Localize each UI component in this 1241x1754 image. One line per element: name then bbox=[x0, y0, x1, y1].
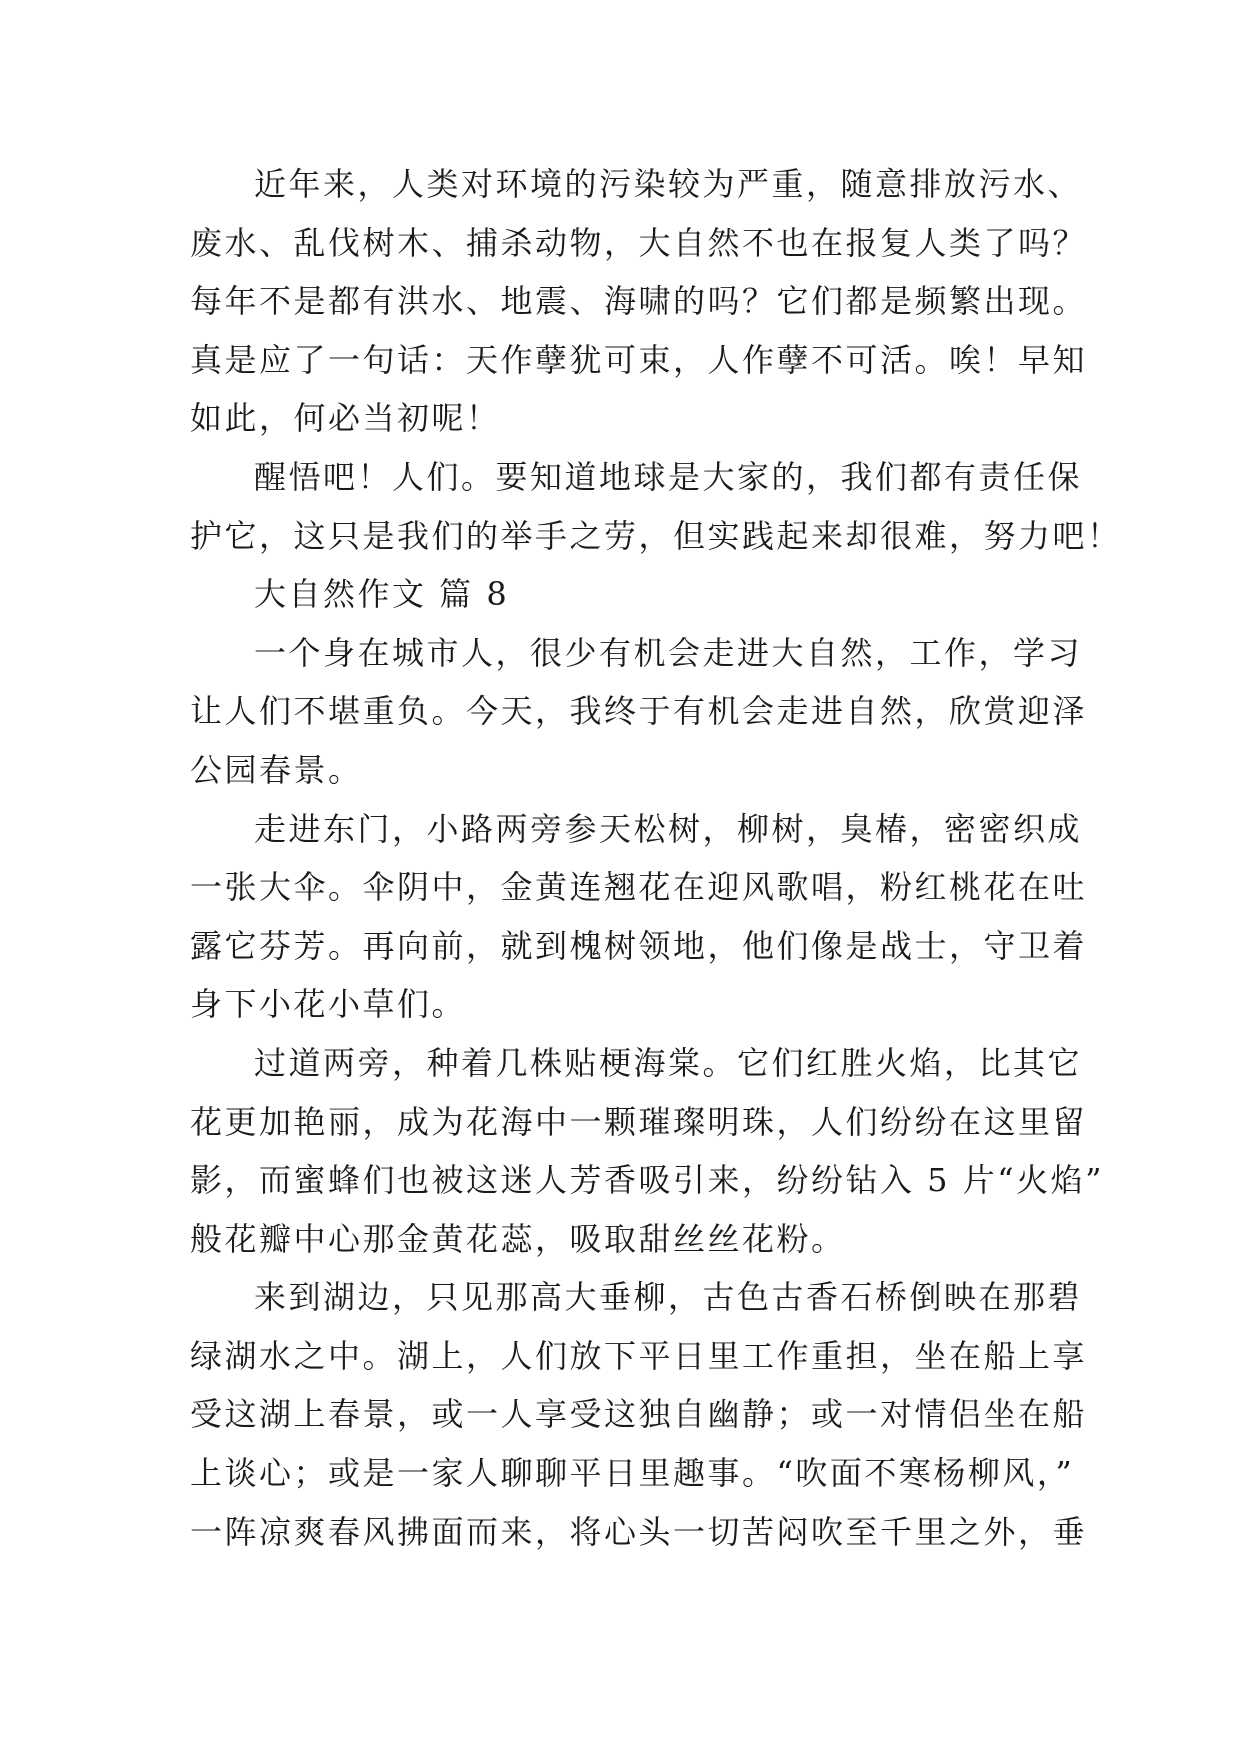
text-line: 醒悟吧！人们。要知道地球是大家的，我们都有责任保 bbox=[254, 457, 1083, 496]
text-line: 上谈心；或是一家人聊聊平日里趣事。“吹面不寒杨柳风，” bbox=[190, 1454, 1075, 1493]
text-line: 如此，何必当初呢！ bbox=[190, 399, 501, 438]
text-line: 每年不是都有洪水、地震、海啸的吗？它们都是频繁出现。 bbox=[190, 282, 1088, 321]
text-line: 过道两旁，种着几株贴梗海棠。它们红胜火焰，比其它 bbox=[254, 1043, 1083, 1082]
text-line: 影，而蜜蜂们也被这迷人芳香吸引来，纷纷钻入 5 片“火焰” bbox=[190, 1161, 1104, 1200]
text-line: 近年来，人类对环境的污染较为严重，随意排放污水、 bbox=[254, 165, 1083, 203]
text-line: 一阵凉爽春风拂面而来，将心头一切苦闷吹至千里之外，垂 bbox=[190, 1512, 1088, 1551]
text-line: 身下小花小草们。 bbox=[190, 985, 467, 1024]
text-line: 真是应了一句话：天作孽犹可束，人作孽不可活。唉！早知 bbox=[190, 340, 1088, 379]
text-line: 废水、乱伐树木、捕杀动物，大自然不也在报复人类了吗？ bbox=[190, 223, 1088, 262]
text-line: 护它，这只是我们的举手之劳，但实践起来却很难，努力吧！ bbox=[190, 516, 1122, 555]
document-body bbox=[190, 155, 1122, 1561]
text-line: 受这湖上春景，或一人享受这独自幽静；或一对情侣坐在船 bbox=[190, 1395, 1088, 1434]
text-line: 花更加艳丽，成为花海中一颗璀璨明珠，人们纷纷在这里留 bbox=[190, 1102, 1088, 1141]
text-line: 一张大伞。伞阴中，金黄连翘花在迎风歌唱，粉红桃花在吐 bbox=[190, 868, 1088, 907]
text-line: 一个身在城市人，很少有机会走进大自然，工作，学习 bbox=[254, 633, 1083, 672]
text-line: 般花瓣中心那金黄花蕊，吸取甜丝丝花粉。 bbox=[190, 1219, 846, 1258]
text-line: 露它芬芳。再向前，就到槐树领地，他们像是战士，守卫着 bbox=[190, 926, 1088, 965]
section-heading: 大自然作文 篇 8 bbox=[254, 575, 510, 614]
text-line: 走进东门，小路两旁参天松树，柳树，臭椿，密密织成 bbox=[254, 809, 1083, 848]
text-line: 绿湖水之中。湖上，人们放下平日里工作重担，坐在船上享 bbox=[190, 1336, 1088, 1375]
text-line: 公园春景。 bbox=[190, 750, 363, 789]
text-line: 让人们不堪重负。今天，我终于有机会走进自然，欣赏迎泽 bbox=[190, 692, 1088, 731]
text-line: 来到湖边，只见那高大垂柳，古色古香石桥倒映在那碧 bbox=[254, 1278, 1083, 1317]
